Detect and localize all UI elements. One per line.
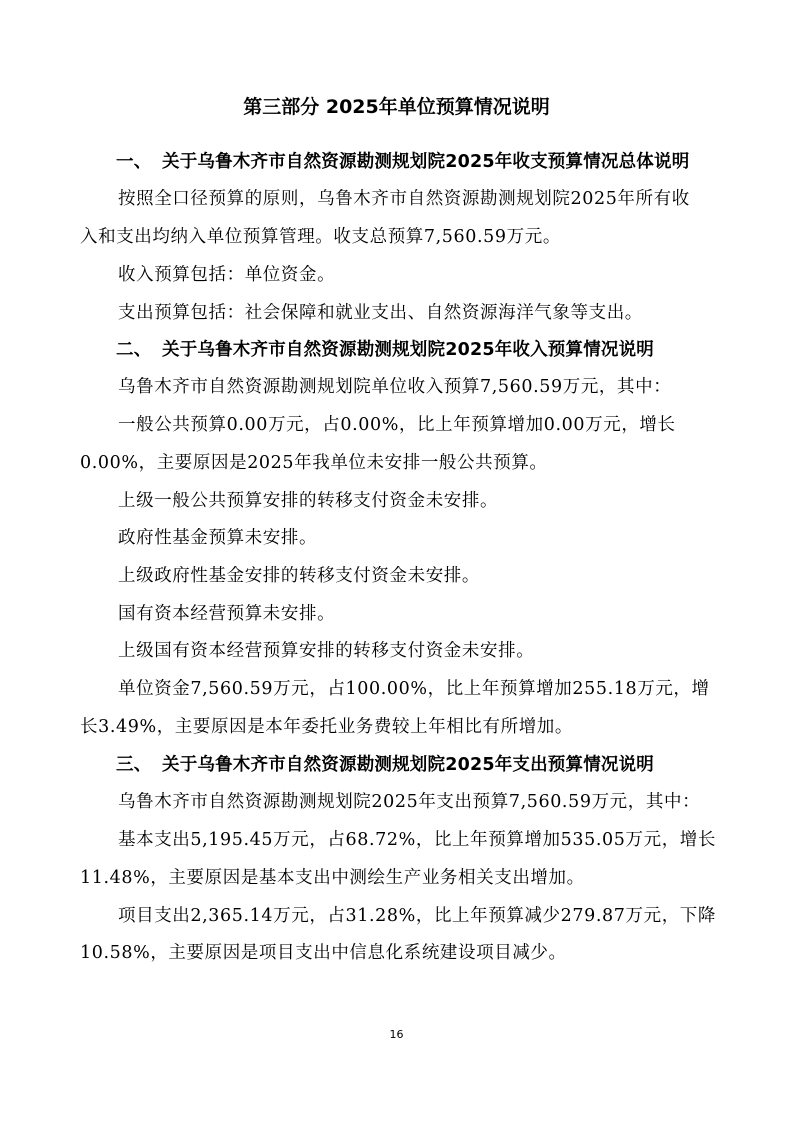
section-number-2: 二、 [116,340,152,360]
paragraph-line: 11.48%，主要原因是基本支出中测绘生产业务相关支出增加。 [80,868,585,888]
paragraph-line: 单位资金7,560.59万元，占100.00%，比上年预算增加255.18万元，增 [118,679,710,699]
paragraph-line: 上级一般公共预算安排的转移支付资金未安排。 [118,491,499,511]
paragraph-line: 乌鲁木齐市自然资源勘测规划院2025年支出预算7,560.59万元，其中： [118,792,701,812]
paragraph-line: 长3.49%，主要原因是本年委托业务费较上年相比有所增加。 [80,717,573,737]
paragraph-line: 上级国有资本经营预算安排的转移支付资金未安排。 [118,641,535,661]
paragraph-line: 政府性基金预算未安排。 [118,528,318,548]
page-number: 16 [389,1028,404,1041]
paragraph-line: 入和支出均纳入单位预算管理。收支总预算7,560.59万元。 [80,227,561,247]
section-heading-3 [116,753,654,777]
section-number-1: 一、 [116,152,152,172]
paragraph-line: 按照全口径预算的原则，乌鲁木齐市自然资源勘测规划院2025年所有收 [118,189,690,209]
paragraph-line: 国有资本经营预算未安排。 [118,604,336,624]
paragraph-line: 项目支出2,365.14万元，占31.28%，比上年预算减少279.87万元，下降 [118,906,716,926]
section-heading-2 [116,338,654,362]
paragraph-line: 10.58%，主要原因是项目支出中信息化系统建设项目减少。 [80,943,567,963]
paragraph-line: 基本支出5,195.45万元，占68.72%，比上年预算增加535.05万元，增长 [118,830,716,850]
paragraph-line: 0.00%，主要原因是2025年我单位未安排一般公共预算。 [80,453,548,473]
paragraph-line: 收入预算包括：单位资金。 [118,265,336,285]
section-number-3: 三、 [116,755,152,775]
section-heading-1 [116,150,689,174]
section-heading-text-3: 关于乌鲁木齐市自然资源勘测规划院2025年支出预算情况说明 [162,755,655,775]
paragraph-line: 上级政府性基金安排的转移支付资金未安排。 [118,566,480,586]
paragraph-line: 一般公共预算0.00万元，占0.00%，比上年预算增加0.00万元，增长 [118,415,676,435]
section-heading-text-2: 关于乌鲁木齐市自然资源勘测规划院2025年收入预算情况说明 [162,340,655,360]
section-heading-text-1: 关于乌鲁木齐市自然资源勘测规划院2025年收支预算情况总体说明 [162,152,690,172]
page-title: 第三部分 2025年单位预算情况说明 [243,96,550,118]
paragraph-line: 支出预算包括：社会保障和就业支出、自然资源海洋气象等支出。 [118,303,643,323]
paragraph-line: 乌鲁木齐市自然资源勘测规划院单位收入预算7,560.59万元，其中： [118,377,672,397]
